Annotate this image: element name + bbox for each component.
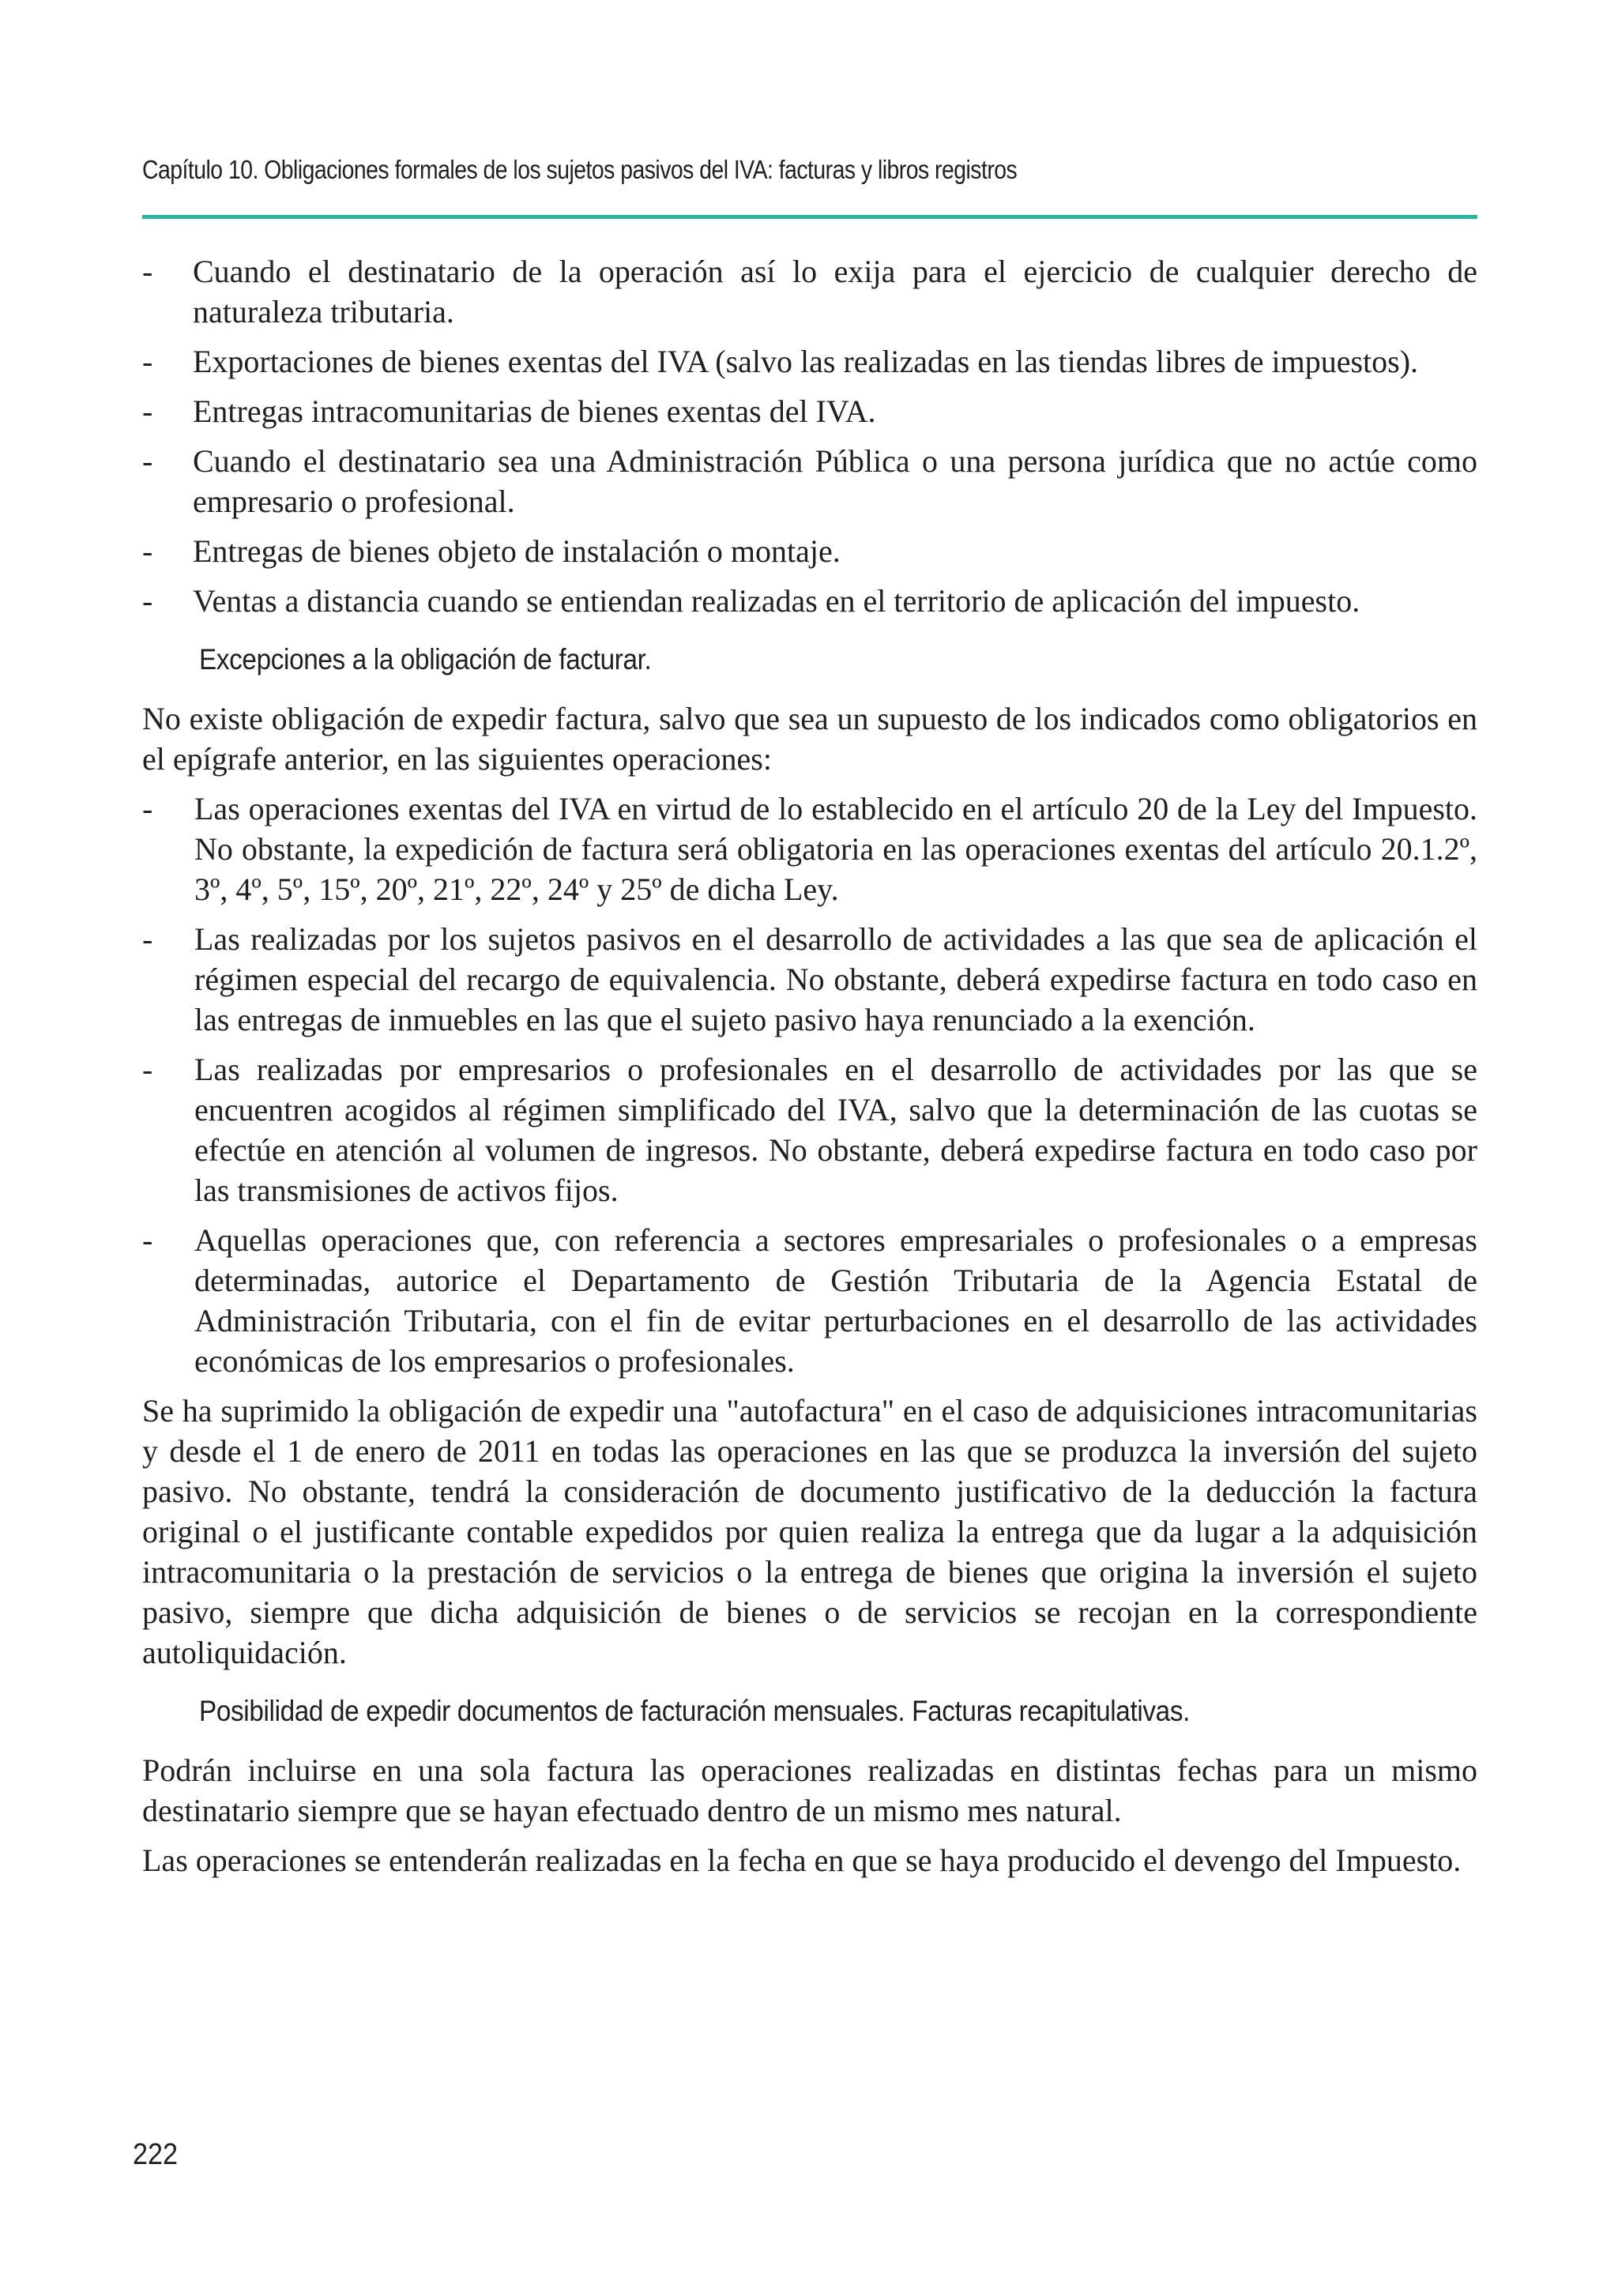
excepciones-intro: No existe obligación de expedir factura, salvo que sea un supuesto de los indicados como obligatorios en el epígrafe anterior, en las siguientes operaciones: xyxy=(142,701,1477,777)
obligatorias-list xyxy=(142,251,1477,621)
section-heading-mensuales: Posibilidad de expedir documentos de facturación mensuales. Facturas recapitulativas. xyxy=(199,1695,1191,1727)
autofactura-paragraph: Se ha suprimido la obligación de expedir una "autofactura" en el caso de adquisiciones intracomunitarias y desde el 1 de enero de 2011 en todas las operaciones en las que se produzca la inversión del sujeto pasivo. No obstante, tendrá la consideración de documento justificativo de la deducción la factura original o el justificante contable expedidos por quien realiza la entrega que da lugar a la adquisición intracomunitaria o la prestación de servicios o la entrega de bienes que origina la inversión el sujeto pasivo, siempre que dicha adquisición de bienes o de servicios se recojan en la correspondiente autoliquidación. xyxy=(142,1393,1477,1670)
excepciones-list xyxy=(142,789,1477,1381)
mensuales-paragraph: Podrán incluirse en una sola factura las operaciones realizadas en distintas fechas para un mismo destinatario siempre que se hayan efectuado dentro de un mismo mes natural. xyxy=(142,1752,1477,1828)
list-item: - Entregas intracomunitarias de bienes exentas del IVA. xyxy=(142,391,1477,431)
list-item: - Exportaciones de bienes exentas del IVA (salvo las realizadas en las tiendas libres de impuestos). xyxy=(142,341,1477,382)
list-item: - Cuando el destinatario de la operación así lo exija para el ejercicio de cualquier derecho de naturaleza tributaria. xyxy=(142,251,1477,332)
list-item: - Las realizadas por empresarios o profesionales en el desarrollo de actividades por las que se encuentren acogidos al régimen simplificado del IVA, salvo que la determinación de las cuotas se efectúe en atención al volumen de ingresos. No obstante, deberá expedirse factura en todo caso por las transmisiones de activos fijos. xyxy=(142,1049,1477,1210)
section-heading-excepciones: Excepciones a la obligación de facturar. xyxy=(199,643,652,676)
list-item: - Entregas de bienes objeto de instalación o montaje. xyxy=(142,531,1477,571)
list-item: - Las realizadas por los sujetos pasivos en el desarrollo de actividades a las que sea de aplicación el régimen especial del recargo de equivalencia. No obstante, deberá expedirse factura en todo caso en las entregas de inmuebles en las que el sujeto pasivo haya renunciado a la exención. xyxy=(142,919,1477,1040)
page-number: 222 xyxy=(133,2138,179,2171)
running-header: Capítulo 10. Obligaciones formales de los sujetos pasivos del IVA: facturas y libros registros xyxy=(142,155,1018,184)
header-rule xyxy=(142,215,1477,219)
list-item: - Cuando el destinatario sea una Administración Pública o una persona jurídica que no actúe como empresario o profesional. xyxy=(142,441,1477,521)
list-item: - Las operaciones exentas del IVA en virtud de lo establecido en el artículo 20 de la Ley del Impuesto. No obstante, la expedición de factura será obligatoria en las operaciones exentas del artículo 20.1.2º, 3º, 4º, 5º, 15º, 20º, 21º, 22º, 24º y 25º de dicha Ley. xyxy=(142,789,1477,909)
page-body xyxy=(142,251,1477,1890)
list-item: - Aquellas operaciones que, con referencia a sectores empresariales o profesionales o a empresas determinadas, autorice el Departamento de Gestión Tributaria de la Agencia Estatal de Administración Tributaria, con el fin de evitar perturbaciones en el desarrollo de las actividades económicas de los empresarios o profesionales. xyxy=(142,1220,1477,1381)
list-item: - Ventas a distancia cuando se entiendan realizadas en el territorio de aplicación del impuesto. xyxy=(142,581,1477,621)
devengo-paragraph: Las operaciones se entenderán realizadas en la fecha en que se haya producido el devengo del Impuesto. xyxy=(142,1842,1462,1878)
